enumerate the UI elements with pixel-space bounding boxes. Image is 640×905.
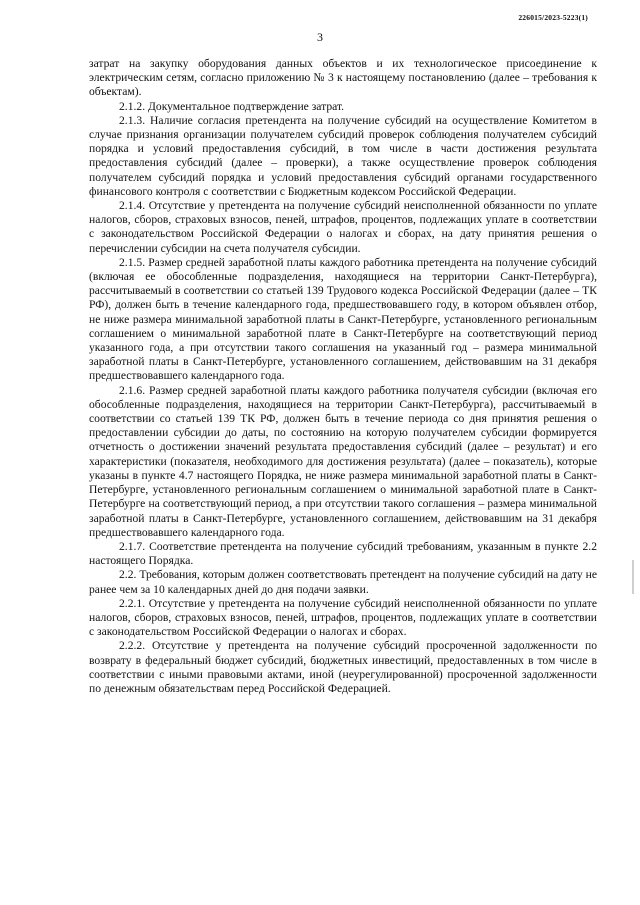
paragraph-2-2-1: 2.2.1. Отсутствие у претендента на получение субсидий неисполненной обязанности по уплате налогов, сборов, страховых взносов, пеней, штрафов, процентов, подлежащих уплате в соответствии с законодательством Российской Федерации о налогах и сборах. [89, 596, 597, 639]
document-number: 226015/2023-5223(1) [518, 13, 588, 22]
page-number: 3 [317, 30, 323, 44]
paragraph-2-2-2: 2.2.2. Отсутствие у претендента на получение субсидий просроченной задолженности по возврату в федеральный бюджет субсидий, бюджетных инвестиций, предоставленных в том числе в соответствии с иными правовыми актами, иной (неурегулированной) просроченной задолженности по денежным обязательствам перед Российской Федерацией. [89, 639, 597, 695]
scan-margin-mark [632, 560, 634, 594]
paragraph-continuation: затрат на закупку оборудования данных объектов и их технологическое присоединение к электрическим сетям, согласно приложению № 3 к настоящему постановлению (далее – требования к объектам). [89, 57, 597, 99]
paragraph-2-1-5: 2.1.5. Размер средней заработной платы каждого работника претендента на получение субсидий (включая ее обособленные подразделения, находящиеся на территории Санкт-Петербурга), рассчитываемый в соответствии со статьей 139 Трудового кодекса Российской Федерации (далее – ТК РФ), должен быть в течение календарного года, предшествовавшего году, в котором объявлен отбор, не ниже размера минимальной заработной платы в Санкт-Петербурге, установленного региональным соглашением о минимальной заработной плате в Санкт-Петербурге на соответствующий период указанного года, а при отсутствии такого соглашения на указанный год – размера минимальной заработной платы в Санкт-Петербурге, установленного соглашением, действовавшим на 31 декабря предшествовавшего календарного года. [89, 255, 597, 383]
document-body [89, 57, 597, 696]
paragraph-2-1-6: 2.1.6. Размер средней заработной платы каждого работника получателя субсидии (включая его обособленные подразделения, находящиеся на территории Санкт-Петербурга), рассчитываемый в соответствии со статьей 139 ТК РФ, должен быть в течение периода со дня принятия решения о предоставлении субсидии до даты, по состоянию на которую получателем субсидии формируется отчетность о достижении значений результата предоставления субсидий (далее – результат) и его характеристики (показателя, необходимого для достижения результата) (далее – показатель), которые указаны в пункте 4.7 настоящего Порядка, не ниже размера минимальной заработной платы в Санкт-Петербурге, установленного региональным соглашением о минимальной заработной плате в Санкт-Петербурге на соответствующий период, а при отсутствии такого соглашения – размера минимальной заработной платы в Санкт-Петербурге, установленного соглашением, действовавшим на 31 декабря предшествовавшего календарного года. [89, 383, 597, 539]
paragraph-2-1-2: 2.1.2. Документальное подтверждение затрат. [119, 99, 345, 113]
paragraph-2-1-3: 2.1.3. Наличие согласия претендента на получение субсидий на осуществление Комитетом в случае признания организации получателем субсидий проверок соблюдения получателем субсидий порядка и условий предоставления субсидий, в том числе в части достижения результата предоставления субсидий (далее – проверки), а также осуществление проверок соблюдения получателем субсидий порядка и условий предоставления субсидий органами государственного финансового контроля с соответствии с Бюджетным кодексом Российской Федерации. [89, 113, 597, 198]
paragraph-2-2: 2.2. Требования, которым должен соответствовать претендент на получение субсидий на дату не ранее чем за 10 календарных дней до дня подачи заявки. [89, 568, 597, 596]
paragraph-2-1-4: 2.1.4. Отсутствие у претендента на получение субсидий неисполненной обязанности по уплате налогов, сборов, страховых взносов, пеней, штрафов, процентов, подлежащих уплате в соответствии с законодательством Российской Федерации о налогах и сборах, на дату принятия решения о перечислении субсидии на счета получателя субсидии. [89, 199, 597, 255]
paragraph-2-1-7: 2.1.7. Соответствие претендента на получение субсидий требованиям, указанным в пункте 2.2 настоящего Порядка. [89, 539, 597, 568]
